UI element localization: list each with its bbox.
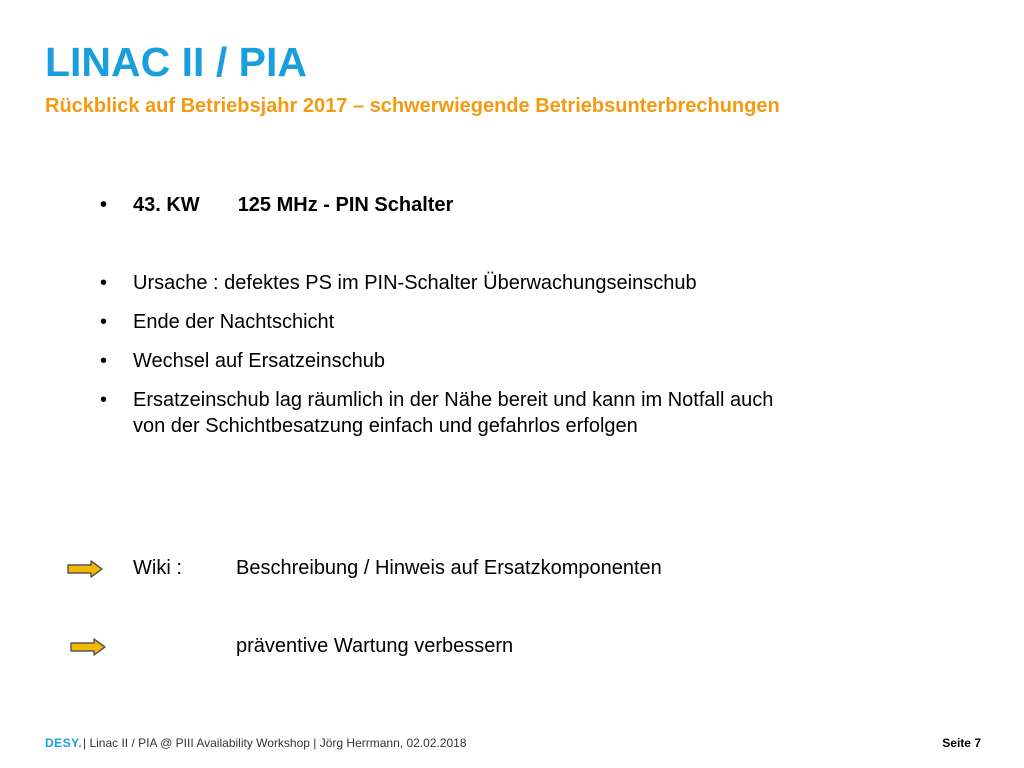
bullet-item-timing: • Ende der Nachtschicht [100, 309, 800, 335]
calendar-week: 43. KW [133, 194, 200, 216]
action-text: Beschreibung / Hinweis auf Ersatzkomponenten [236, 557, 662, 579]
action-label: Wiki : [133, 557, 182, 579]
incident-topic: 125 MHz - PIN Schalter [237, 194, 454, 216]
slide-subtitle: Rückblick auf Betriebsjahr 2017 – schwerwiegende Betriebsunterbrechungen [45, 95, 780, 117]
bullet-item-note: • Ersatzeinschub lag räumlich in der Nähe bereit und kann im Notfall auch von der Schichtbesatzung einfach und gefahrlos erfolgen [100, 387, 800, 439]
page-number: Seite 7 [942, 736, 981, 750]
footer [45, 733, 981, 753]
bullet-item-action: • Wechsel auf Ersatzeinschub [100, 348, 800, 374]
action-row-wiki [0, 555, 1024, 581]
footer-text: | Linac II / PIA @ PIII Availability Workshop | Jörg Herrmann, 02.02.2018 [83, 736, 467, 750]
action-text: präventive Wartung verbessern [236, 635, 514, 657]
bullet-item-headline [100, 192, 800, 218]
desy-logo: DESY. [45, 736, 83, 750]
slide-title: LINAC II / PIA [45, 39, 307, 85]
right-arrow-icon [67, 560, 103, 578]
action-row-maintenance [0, 633, 1024, 659]
right-arrow-icon [70, 638, 106, 656]
bullet-list [100, 192, 800, 439]
bullet-item-cause: • Ursache : defektes PS im PIN-Schalter Überwachungseinschub [100, 270, 800, 296]
